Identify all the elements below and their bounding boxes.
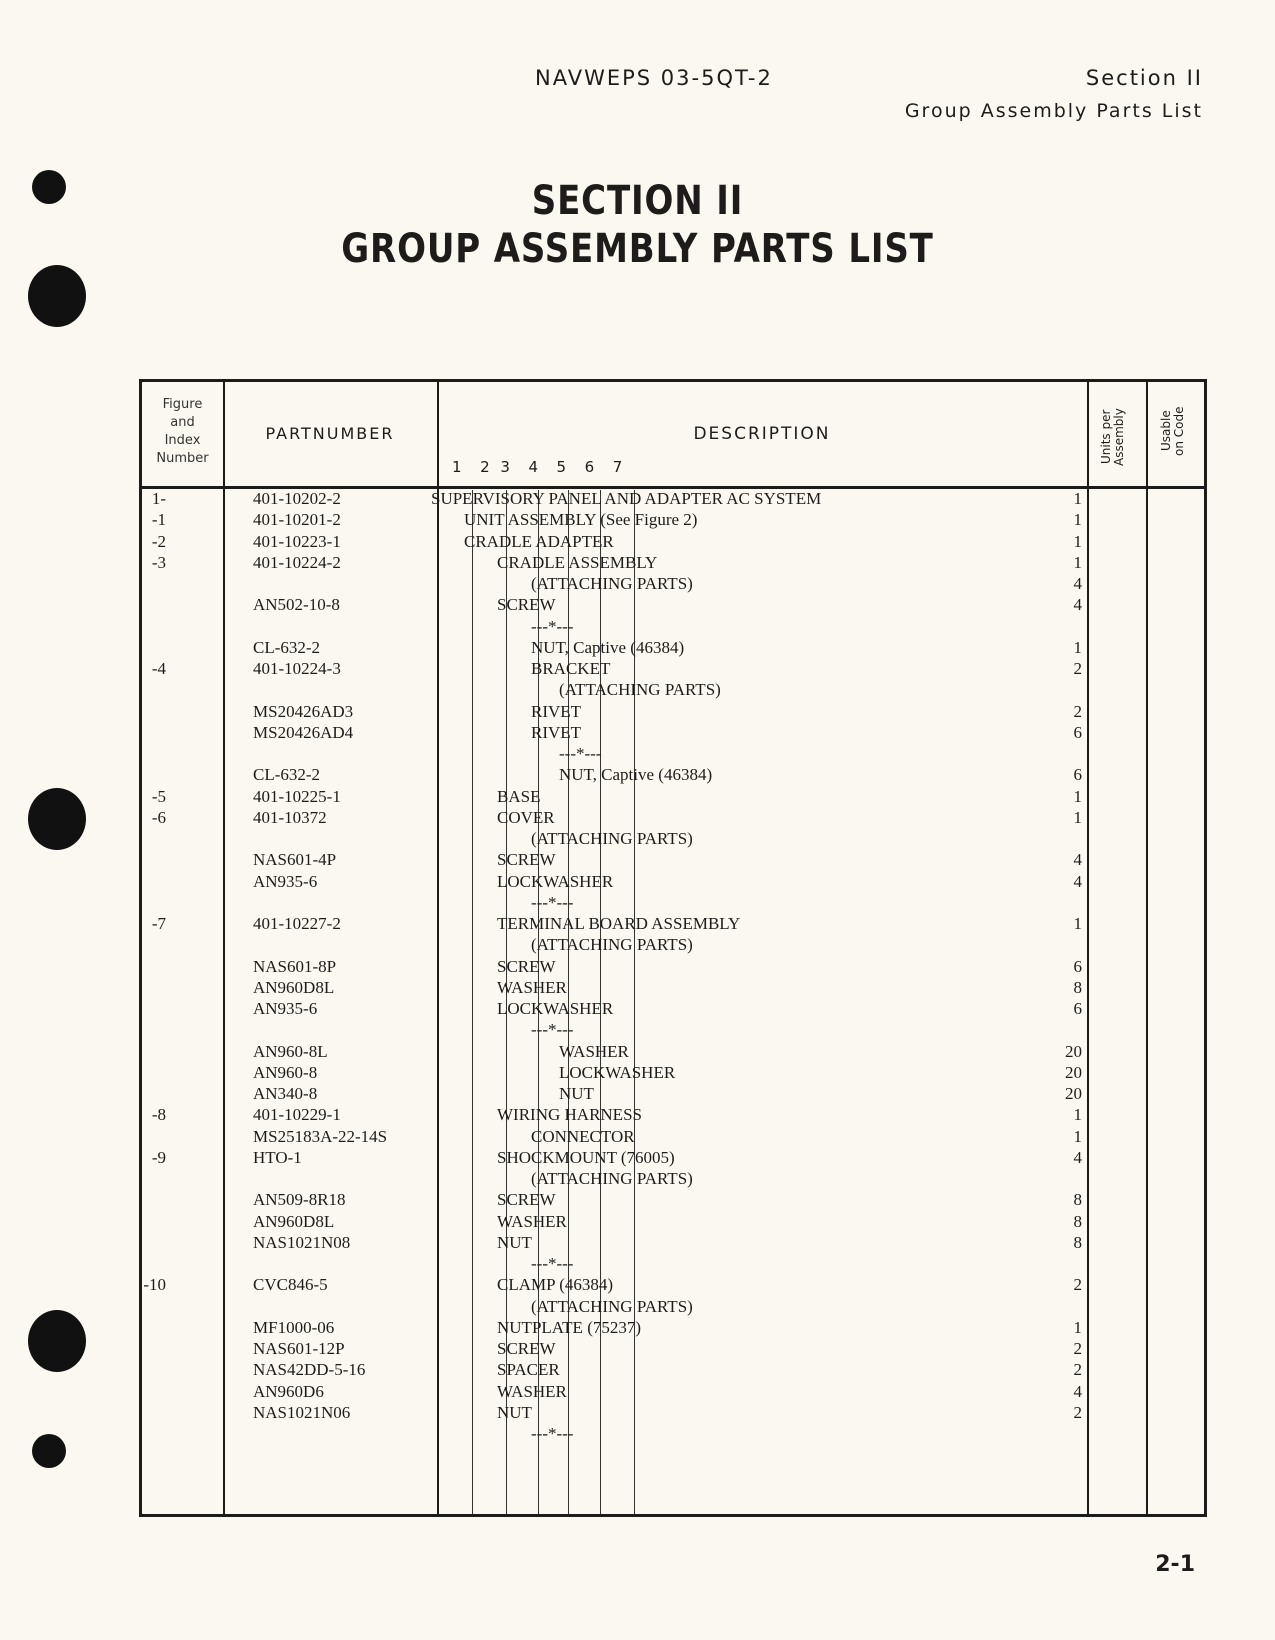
units-per-assembly: 8	[1073, 1232, 1082, 1252]
table-row	[142, 1189, 1204, 1210]
description: WASHER	[559, 1041, 629, 1061]
table-row	[142, 1062, 1204, 1083]
table-row	[142, 1338, 1204, 1359]
figure-index: -9	[151, 1147, 166, 1167]
part-number-header: PARTNUMBER	[265, 424, 395, 443]
section-label: Section II	[1085, 66, 1203, 90]
units-per-assembly: 6	[1073, 765, 1082, 785]
table-row	[142, 722, 1204, 743]
units-per-assembly: 6	[1073, 956, 1082, 976]
description: SUPERVISORY PANEL AND ADAPTER AC SYSTEM	[431, 489, 822, 508]
units-per-assembly: 6	[1073, 722, 1082, 742]
units-per-assembly: 20	[1065, 1062, 1082, 1082]
part-number: 401-10229-1	[253, 1105, 341, 1125]
part-number: 401-10227-2	[253, 914, 341, 933]
table-row	[142, 913, 1204, 934]
binder-hole	[28, 1310, 86, 1372]
description: WASHER	[497, 977, 567, 997]
units-per-assembly: 1	[1073, 914, 1082, 933]
description: CONNECTOR	[531, 1126, 635, 1146]
part-number: AN960D8L	[253, 977, 335, 997]
table-row	[142, 892, 1204, 913]
table-row	[142, 573, 1204, 594]
units-per-assembly: 4	[1073, 850, 1082, 870]
table-row	[142, 488, 1204, 509]
units-per-assembly: 20	[1065, 1084, 1082, 1103]
units-per-assembly: 8	[1073, 1190, 1082, 1210]
header-text: on Code	[1172, 406, 1186, 456]
table-row	[142, 1126, 1204, 1147]
units-per-assembly: 6	[1073, 999, 1082, 1018]
units-per-assembly: 4	[1073, 871, 1082, 891]
description: LOCKWASHER	[497, 871, 614, 891]
header-text: Usable	[1159, 410, 1173, 452]
units-per-assembly: 1	[1073, 786, 1082, 806]
units-per-assembly: 2	[1073, 701, 1082, 721]
page-number: 2-1	[1155, 1552, 1195, 1577]
table-row	[142, 977, 1204, 998]
description: SCREW	[497, 1190, 556, 1210]
table-row	[142, 807, 1204, 828]
header-text: Index	[164, 433, 201, 448]
description: LOCKWASHER	[497, 999, 614, 1018]
description: CRADLE ASSEMBLY	[497, 552, 658, 572]
description: CRADLE ADAPTER	[464, 531, 614, 551]
indent-level-header: 1 2 3 4 5 6 7	[452, 458, 626, 476]
description: SCREW	[497, 956, 556, 976]
description: WASHER	[497, 1211, 567, 1231]
description: (ATTACHING PARTS)	[531, 829, 693, 848]
header-text: Figure	[162, 397, 203, 412]
part-number: NAS601-8P	[253, 956, 337, 976]
units-per-assembly: 1	[1073, 1105, 1082, 1125]
description: (ATTACHING PARTS)	[531, 935, 693, 955]
description: SHOCKMOUNT (76005)	[497, 1147, 675, 1167]
part-number: 401-10224-2	[253, 552, 341, 572]
units-per-assembly: 1	[1073, 637, 1082, 657]
description: ---*---	[531, 1020, 574, 1040]
figure-index: -3	[151, 552, 166, 572]
description: COVER	[497, 807, 555, 827]
part-number: AN960-8L	[253, 1041, 328, 1061]
figure-index: -7	[151, 914, 166, 933]
table-row	[142, 871, 1204, 892]
units-per-assembly: 1	[1073, 510, 1082, 530]
table-row	[142, 1041, 1204, 1062]
figure-index: -5	[151, 786, 166, 806]
units-per-assembly: 1	[1073, 489, 1082, 508]
table-row	[142, 956, 1204, 977]
part-number: MS20426AD3	[253, 701, 354, 721]
units-per-assembly: 20	[1065, 1041, 1082, 1061]
part-number: AN935-6	[253, 871, 318, 891]
part-number: HTO-1	[253, 1147, 302, 1167]
units-per-assembly: 4	[1073, 1147, 1082, 1167]
table-row	[142, 509, 1204, 530]
units-per-assembly: 4	[1073, 595, 1082, 615]
figure-index: -6	[151, 807, 166, 827]
header-text: Assembly	[1112, 408, 1126, 466]
description: NUT	[497, 1232, 532, 1252]
doc-number: NAVWEPS 03-5QT-2	[535, 66, 773, 90]
part-number: AN935-6	[253, 999, 318, 1018]
header-text: and	[170, 415, 195, 430]
part-number: MS20426AD4	[253, 722, 354, 742]
part-number: AN509-8R18	[253, 1190, 346, 1210]
units-per-assembly: 2	[1073, 1402, 1082, 1422]
table-row	[142, 637, 1204, 658]
units-per-assembly: 2	[1073, 1360, 1082, 1380]
units-per-assembly: 8	[1073, 977, 1082, 997]
part-number: AN340-8	[253, 1084, 318, 1103]
description: NUTPLATE (75237)	[497, 1317, 642, 1337]
part-number: 401-10372	[253, 807, 327, 827]
description: NUT, Captive (46384)	[531, 637, 685, 657]
units-per-assembly: 2	[1073, 659, 1082, 678]
description: ---*---	[531, 892, 574, 912]
description: SCREW	[497, 850, 556, 870]
part-number: NAS42DD-5-16	[253, 1360, 366, 1380]
description: BRACKET	[531, 659, 611, 678]
part-number: 401-10202-2	[253, 489, 341, 508]
description-header: DESCRIPTION	[693, 424, 831, 444]
table-row	[142, 1317, 1204, 1338]
description: ---*---	[559, 744, 602, 763]
table-row	[142, 1423, 1204, 1444]
table-row	[142, 764, 1204, 785]
units-per-assembly: 2	[1073, 1339, 1082, 1358]
table-row	[142, 1211, 1204, 1232]
table-row	[142, 679, 1204, 700]
table-row	[142, 743, 1204, 764]
table-row	[142, 828, 1204, 849]
units-per-assembly: 1	[1073, 1317, 1082, 1337]
table-row	[142, 552, 1204, 573]
table-row	[142, 616, 1204, 637]
table-row	[142, 1147, 1204, 1168]
part-number: CVC846-5	[253, 1275, 328, 1295]
units-per-assembly: 4	[1073, 574, 1082, 593]
table-row	[142, 1402, 1204, 1423]
table-row	[142, 1381, 1204, 1402]
units-per-assembly: 1	[1073, 1126, 1082, 1146]
table-row	[142, 849, 1204, 870]
part-number: AN960-8	[253, 1062, 318, 1082]
table-row	[142, 998, 1204, 1019]
description: (ATTACHING PARTS)	[531, 1169, 693, 1188]
part-number: 401-10225-1	[253, 786, 341, 806]
part-number: AN502-10-8	[253, 595, 340, 615]
units-per-assembly: 2	[1073, 1275, 1082, 1295]
table-row	[142, 1168, 1204, 1189]
description: LOCKWASHER	[559, 1062, 676, 1082]
page-title-line2: GROUP ASSEMBLY PARTS LIST	[341, 226, 934, 272]
figure-index-header	[142, 396, 223, 468]
table-row	[142, 1296, 1204, 1317]
part-number: MS25183A-22-14S	[253, 1126, 388, 1146]
description: RIVET	[531, 722, 582, 742]
units-per-assembly-header	[1100, 396, 1132, 478]
description: (ATTACHING PARTS)	[531, 574, 693, 593]
table-row	[142, 1019, 1204, 1040]
header-text: Units per	[1099, 409, 1113, 465]
table-row	[142, 1359, 1204, 1380]
table-row	[142, 1274, 1204, 1295]
table-row	[142, 531, 1204, 552]
part-number: AN960D6	[253, 1381, 324, 1401]
description: NUT	[559, 1084, 594, 1103]
section-subtitle: Group Assembly Parts List	[904, 100, 1203, 122]
header-text: Number	[156, 451, 209, 466]
part-number: 401-10201-2	[253, 510, 341, 530]
description: WIRING HARNESS	[497, 1105, 642, 1125]
units-per-assembly: 8	[1073, 1211, 1082, 1231]
description: (ATTACHING PARTS)	[531, 1296, 693, 1316]
description: RIVET	[531, 701, 582, 721]
part-number: MF1000-06	[253, 1317, 335, 1337]
description: BASE	[497, 786, 541, 806]
part-number: NAS601-12P	[253, 1339, 345, 1358]
description: NUT	[497, 1402, 532, 1422]
parts-list-table	[139, 379, 1207, 1517]
part-number: AN960D8L	[253, 1211, 335, 1231]
binder-hole	[32, 170, 66, 204]
figure-index: -1	[151, 510, 166, 530]
description: SCREW	[497, 595, 556, 615]
description: CLAMP (46384)	[497, 1275, 614, 1295]
description: UNIT ASSEMBLY (See Figure 2)	[464, 510, 698, 530]
figure-index: -4	[151, 659, 166, 678]
description: NUT, Captive (46384)	[559, 765, 713, 785]
description: SCREW	[497, 1339, 556, 1358]
usable-on-code-header	[1160, 396, 1192, 466]
table-row	[142, 701, 1204, 722]
part-number: 401-10224-3	[253, 659, 341, 678]
table-row	[142, 658, 1204, 679]
description: SPACER	[497, 1360, 560, 1380]
description: (ATTACHING PARTS)	[559, 680, 721, 700]
description: ---*---	[531, 1254, 574, 1273]
units-per-assembly: 1	[1073, 807, 1082, 827]
binder-hole	[28, 265, 86, 327]
description: ---*---	[531, 616, 574, 636]
part-number: CL-632-2	[253, 637, 321, 657]
part-number: NAS1021N08	[253, 1232, 351, 1252]
page-title-line1: SECTION II	[531, 178, 744, 224]
part-number: 401-10223-1	[253, 531, 341, 551]
figure-index: -10	[143, 1275, 166, 1295]
binder-hole	[28, 788, 86, 850]
description: ---*---	[531, 1424, 574, 1443]
table-row	[142, 1104, 1204, 1125]
figure-index: -2	[151, 531, 166, 551]
figure-index: 1-	[151, 489, 166, 508]
table-row	[142, 934, 1204, 955]
description: TERMINAL BOARD ASSEMBLY	[497, 914, 741, 933]
units-per-assembly: 1	[1073, 552, 1082, 572]
description: WASHER	[497, 1381, 567, 1401]
units-per-assembly: 1	[1073, 531, 1082, 551]
part-number: NAS601-4P	[253, 850, 337, 870]
figure-index: -8	[151, 1105, 166, 1125]
table-row	[142, 1232, 1204, 1253]
units-per-assembly: 4	[1073, 1381, 1082, 1401]
table-row	[142, 1253, 1204, 1274]
table-row	[142, 786, 1204, 807]
table-row	[142, 1083, 1204, 1104]
table-row	[142, 594, 1204, 615]
binder-hole	[32, 1434, 66, 1468]
part-number: NAS1021N06	[253, 1402, 351, 1422]
part-number: CL-632-2	[253, 765, 321, 785]
